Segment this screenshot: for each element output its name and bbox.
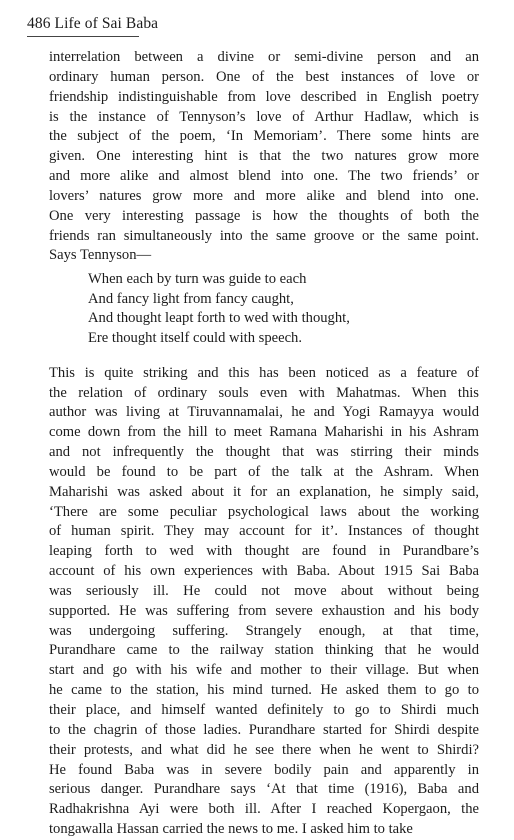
paragraph-2 — [49, 364, 479, 840]
text-line: interrelation between a divine or semi-divine person and an — [49, 49, 479, 65]
text-line: was undergoing suffering. Strangely enough, at that time, — [49, 622, 479, 639]
text-line: start and go with his wife and mother to their village. But when — [49, 662, 479, 679]
text-line: ordinary human person. One of the best instances of love or — [49, 68, 479, 85]
text-line: and more alike and almost blend into one. The two friends’ or — [49, 168, 479, 185]
text-line: was seriously ill. He could not move about without being — [49, 582, 479, 599]
poem-line: And thought leapt forth to wed with thought, — [88, 310, 350, 327]
text-line: their place, and himself wanted definitely to go to Shirdi much — [49, 702, 479, 718]
text-line: serious danger. Purandhare says ‘At that time (1916), Baba and — [49, 781, 479, 798]
text-line: is the instance of Tennyson’s love of Arthur Hadlaw, which is — [49, 108, 479, 125]
poem-line: Ere thought itself could with speech. — [88, 330, 302, 347]
text-line: would be found to be part of the talk at the Ashram. When — [49, 463, 479, 480]
running-title: Life of Sai Baba — [54, 15, 159, 32]
paragraph-1 — [49, 48, 479, 266]
text-line: friends ran simultaneously into the same groove or the same point. — [49, 227, 479, 244]
text-line: their protests, and what did he see there when he went to Shirdi? — [49, 741, 479, 758]
text-line: tongawalla Hassan carried the news to me. I asked him to take — [49, 821, 413, 838]
poem-line: When each by turn was guide to each — [88, 271, 307, 288]
text-line: One very interesting passage is how the thoughts of both the — [49, 207, 479, 224]
text-line: He found Baba was in severe bodily pain and apparently in — [49, 761, 479, 778]
running-header — [27, 15, 158, 33]
text-line: he came to the station, his mind turned. He asked them to go to — [49, 682, 479, 699]
text-line: friendship indistinguishable from love described in English poetry — [49, 88, 479, 105]
text-line: This is quite striking and this has been noticed as a feature of — [49, 364, 479, 381]
poem-quote — [88, 270, 479, 348]
poem-line: And fancy light from fancy caught, — [88, 290, 294, 307]
text-line: the subject of the poem, ‘In Memoriam’. There some hints are — [49, 128, 479, 145]
body-text — [49, 48, 479, 840]
text-line: author was living at Tiruvannamalai, he and Yogi Ramayya would — [49, 404, 479, 421]
page-number: 486 — [27, 15, 51, 32]
text-line: supported. He was suffering from severe exhaustion and his body — [49, 602, 479, 619]
text-line: given. One interesting hint is that the two natures grow more — [49, 148, 479, 165]
text-line: come down from the hill to meet Ramana Maharishi in his Ashram — [49, 424, 479, 441]
text-line: account of his own experiences with Baba. About 1915 Sai Baba — [49, 563, 479, 580]
text-line: Maharishi was asked about it for an explanation, he simply said, — [49, 483, 479, 500]
text-line: leaping forth to wed with thought are found in Purandbare’s — [49, 543, 479, 560]
text-line: to the chagrin of those ladies. Purandhare started for Shirdi despite — [49, 721, 479, 738]
text-line: lovers’ natures grow more and more alike and blend into one. — [49, 187, 479, 204]
text-line: Radhakrishna Ayi were both ill. After I reached Kopergaon, the — [49, 801, 479, 818]
text-line: ‘There are some peculiar psychological laws about the working — [49, 503, 479, 520]
text-line: Purandhare came to the railway station thinking that he would — [49, 642, 479, 659]
header-underline — [27, 36, 139, 37]
text-line: and not infrequently the thought that was stirring their minds — [49, 444, 479, 461]
text-line: Says Tennyson— — [49, 247, 152, 264]
text-line: of human spirit. They may account for it’. Instances of thought — [49, 523, 479, 540]
text-line: the relation of ordinary souls even with Mahatmas. When this — [49, 384, 479, 401]
